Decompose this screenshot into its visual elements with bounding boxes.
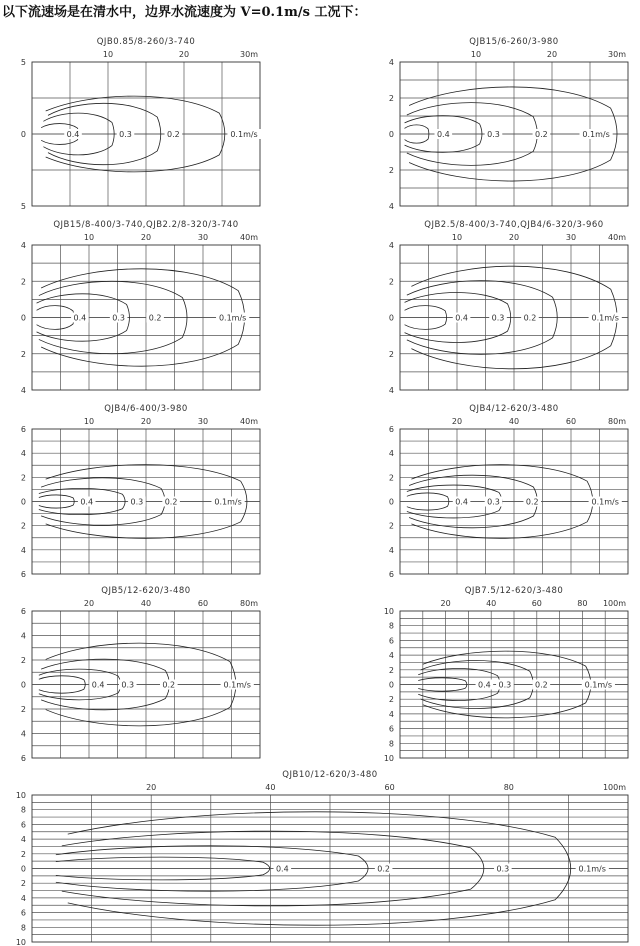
y-tick-label: 8 [388, 739, 394, 749]
contour-label: 0.3 [496, 864, 510, 874]
contour-label: 0.4 [477, 680, 491, 690]
y-tick-label: 0 [388, 313, 394, 323]
flow-panel [384, 586, 628, 763]
x-tick-label: 30 [197, 417, 209, 426]
y-tick-label: 6 [20, 570, 26, 579]
y-tick-label: 6 [20, 607, 26, 616]
x-tick-label: 80m [240, 599, 258, 608]
x-tick-label: 20 [508, 233, 520, 242]
y-tick-label: 2 [20, 521, 26, 531]
y-tick-label: 0 [20, 680, 26, 690]
y-tick-label: 4 [388, 58, 394, 67]
y-tick-label: 0 [388, 497, 394, 507]
y-tick-label: 4 [20, 386, 26, 395]
y-tick-label: 4 [20, 835, 26, 845]
flow-panel [21, 404, 260, 579]
x-tick-label: 100m [602, 783, 626, 792]
y-tick-label: 4 [388, 386, 394, 395]
panel-title: QJB2.5/8-400/3-740,QJB4/6-320/3-960 [424, 220, 604, 230]
x-tick-label: 20 [140, 417, 152, 426]
contour-label: 0.2 [377, 864, 391, 874]
panel-title: QJB15/8-400/3-740,QJB2.2/8-320/3-740 [53, 220, 239, 230]
panel-title: QJB15/6-260/3-980 [469, 37, 559, 47]
contour-label: 0.1m/s [214, 497, 242, 507]
contour-label: 0.2 [166, 130, 180, 139]
panel-title: QJB0.85/8-260/3-740 [96, 37, 196, 47]
panel-title: QJB10/12-620/3-480 [282, 770, 378, 780]
x-tick-label: 20 [83, 599, 95, 608]
panel-title: QJB5/12-620/3-480 [101, 586, 191, 596]
y-tick-label: 6 [388, 724, 394, 734]
contour-label: 0.4 [91, 680, 105, 690]
y-tick-label: 0 [388, 130, 394, 139]
y-tick-label: 10 [15, 938, 26, 946]
y-tick-label: 2 [388, 665, 394, 675]
contour-label: 0.4 [436, 130, 450, 139]
x-tick-label: 100m [602, 599, 626, 608]
y-tick-label: 4 [388, 449, 394, 459]
y-tick-label: 2 [20, 705, 26, 714]
y-tick-label: 4 [388, 709, 394, 719]
page-heading: 以下流速场是在清水中，边界水流速度为 V=0.1m/s 工况下： [2, 5, 367, 20]
contour-label: 0.3 [491, 313, 505, 323]
flow-panel [16, 770, 628, 946]
contour-label: 0.3 [112, 313, 126, 323]
y-tick-label: 4 [20, 545, 26, 555]
contour-label: 0.2 [534, 130, 548, 139]
y-tick-label: 6 [388, 425, 394, 434]
y-tick-label: 0 [20, 497, 26, 507]
y-tick-label: 4 [388, 241, 394, 250]
x-tick-label: 30 [197, 233, 209, 242]
x-tick-label: 40m [240, 233, 258, 242]
y-tick-label: 4 [20, 449, 26, 459]
flow-panel [21, 586, 260, 763]
x-tick-label: 40m [608, 233, 626, 242]
x-tick-label: 30m [608, 50, 626, 59]
y-tick-label: 6 [20, 908, 26, 918]
flow-panel [389, 37, 628, 211]
y-tick-label: 8 [20, 805, 26, 815]
y-tick-label: 2 [20, 473, 26, 483]
contour-label: 0.3 [119, 130, 132, 139]
panel-title: QJB7.5/12-620/3-480 [464, 586, 564, 596]
y-tick-label: 2 [388, 695, 394, 705]
x-tick-label: 60 [197, 599, 209, 608]
contour-label: 0.1m/s [591, 313, 619, 323]
contour-label: 0.1m/s [584, 680, 613, 690]
y-tick-label: 2 [20, 349, 26, 359]
y-tick-label: 2 [388, 277, 394, 287]
flow-panel [389, 220, 628, 395]
y-tick-label: 0 [20, 130, 26, 139]
y-tick-label: 6 [388, 570, 394, 579]
x-tick-label: 10 [451, 233, 463, 242]
contour-label: 0.2 [523, 313, 537, 323]
contour-label: 0.1m/s [591, 497, 619, 507]
x-tick-label: 60 [531, 599, 542, 608]
y-tick-label: 4 [388, 651, 394, 661]
y-tick-label: 2 [388, 473, 394, 483]
y-tick-label: 2 [388, 166, 394, 175]
x-tick-label: 20 [440, 599, 451, 608]
x-tick-label: 20 [451, 417, 463, 426]
y-tick-label: 4 [20, 631, 26, 641]
x-tick-label: 80m [608, 417, 626, 426]
x-tick-label: 20 [178, 50, 190, 59]
x-tick-label: 40m [240, 417, 258, 426]
y-tick-label: 6 [20, 754, 26, 763]
panel-title: QJB4/12-620/3-480 [469, 404, 559, 414]
contour-label: 0.2 [148, 313, 162, 323]
y-tick-label: 2 [20, 277, 26, 287]
contour-label: 0.1m/s [578, 864, 606, 874]
x-tick-label: 40 [265, 783, 276, 792]
y-tick-label: 4 [20, 893, 26, 903]
x-tick-label: 10 [102, 50, 114, 59]
x-tick-label: 40 [508, 417, 520, 426]
x-tick-label: 10 [83, 417, 95, 426]
y-tick-label: 4 [20, 241, 26, 250]
contour-label: 0.4 [275, 864, 289, 874]
y-tick-label: 2 [388, 349, 394, 359]
panel-title: QJB4/6-400/3-980 [104, 404, 188, 414]
contour-label: 0.3 [487, 497, 500, 507]
x-tick-label: 20 [146, 783, 157, 792]
y-tick-label: 4 [388, 545, 394, 555]
contour-label: 0.1m/s [218, 313, 247, 323]
y-tick-label: 6 [388, 636, 394, 646]
contour-label: 0.3 [487, 130, 500, 139]
flow-panel [21, 220, 260, 395]
x-tick-label: 80 [577, 599, 588, 608]
x-tick-label: 30 [565, 233, 577, 242]
y-tick-label: 5 [20, 58, 26, 67]
x-tick-label: 60 [384, 783, 395, 792]
contour-label: 0.3 [130, 497, 144, 507]
contour-label: 0.2 [164, 497, 178, 507]
y-tick-label: 8 [388, 621, 394, 631]
x-tick-label: 20 [140, 233, 152, 242]
x-tick-label: 10 [470, 50, 482, 59]
contour-label: 0.2 [534, 680, 548, 690]
y-tick-label: 0 [20, 864, 26, 874]
flow-panel [389, 404, 628, 579]
y-tick-label: 6 [20, 820, 26, 830]
contour-label: 0.2 [162, 680, 176, 690]
y-tick-label: 0 [388, 680, 394, 690]
x-tick-label: 40 [140, 599, 152, 608]
y-tick-label: 10 [15, 791, 26, 800]
contour-label: 0.4 [80, 497, 94, 507]
flow-panel [21, 37, 261, 211]
contour-label: 0.4 [455, 313, 468, 323]
x-tick-label: 80 [503, 783, 514, 792]
y-tick-label: 10 [383, 754, 394, 763]
contour-label: 0.2 [525, 497, 539, 507]
y-tick-label: 4 [20, 729, 26, 739]
contour-label: 0.1m/s [582, 130, 610, 139]
x-tick-label: 10 [83, 233, 95, 242]
y-tick-label: 8 [20, 923, 26, 933]
contour-label: 0.3 [121, 680, 135, 690]
contour-label: 0.3 [498, 680, 512, 690]
x-tick-label: 60 [565, 417, 577, 426]
y-tick-label: 4 [388, 202, 394, 211]
x-tick-label: 20 [546, 50, 558, 59]
y-tick-label: 2 [388, 94, 394, 103]
y-tick-label: 6 [20, 425, 26, 434]
y-tick-label: 2 [20, 849, 26, 859]
y-tick-label: 2 [388, 521, 394, 531]
contour-label: 0.4 [455, 497, 468, 507]
contour-label: 0.4 [66, 130, 80, 139]
y-tick-label: 0 [20, 313, 26, 323]
y-tick-label: 2 [20, 879, 26, 889]
y-tick-label: 5 [20, 202, 26, 211]
contour-label: 0.1m/s [230, 130, 258, 139]
x-tick-label: 30m [240, 50, 258, 59]
contour-label: 0.1m/s [223, 680, 251, 690]
y-tick-label: 10 [383, 607, 394, 616]
x-tick-label: 40 [486, 599, 497, 608]
y-tick-label: 2 [20, 656, 26, 665]
contour-label: 0.4 [73, 313, 87, 323]
